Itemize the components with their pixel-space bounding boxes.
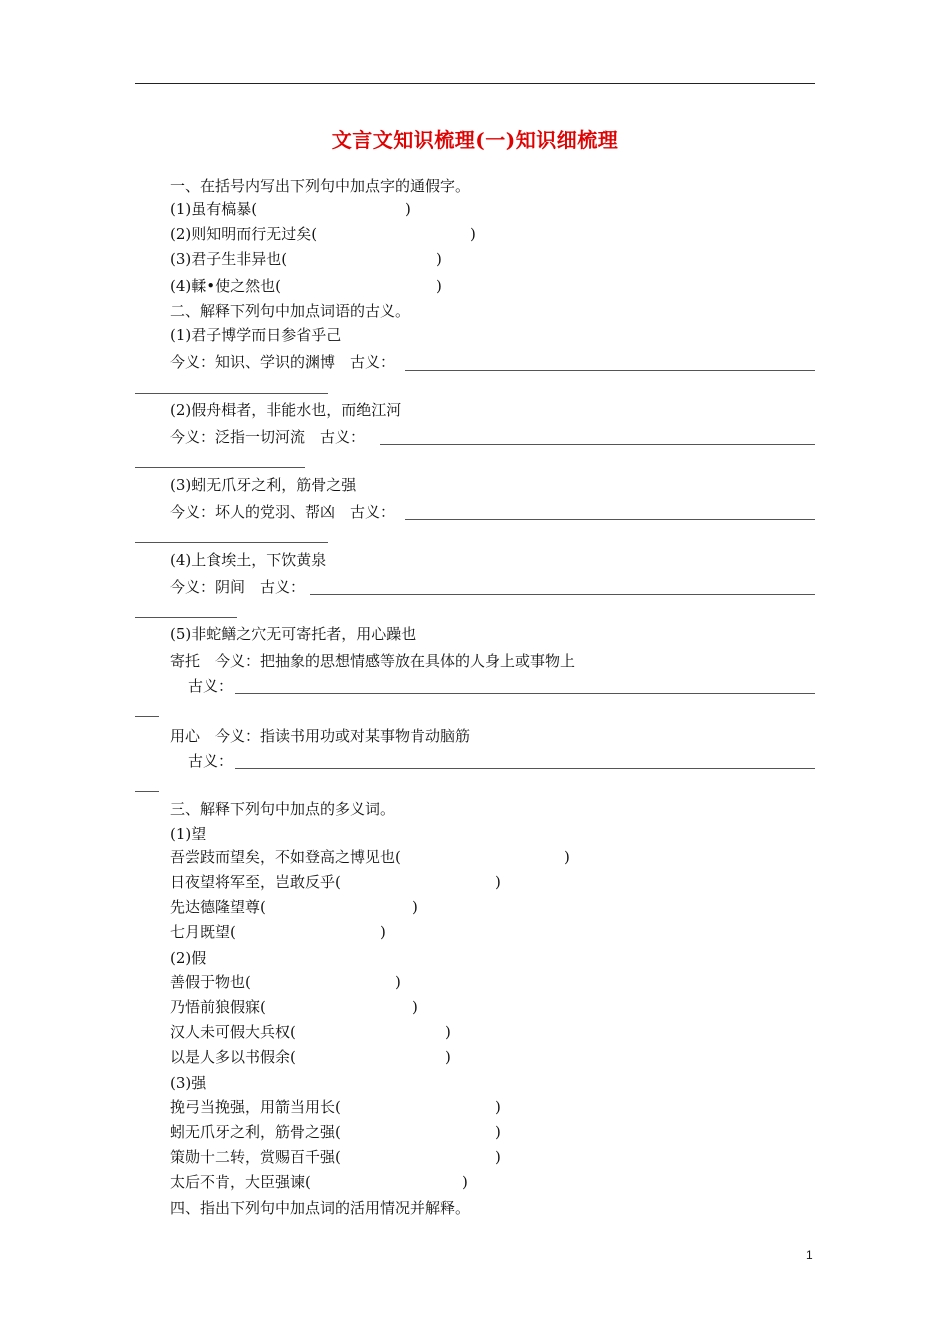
answer-line — [135, 467, 305, 468]
s3-qiang-1: 挽弓当挽强，用箭当用长( ) — [170, 1098, 501, 1116]
s2-q2: (2)假舟楫者，非能水也，而绝江河 — [170, 401, 402, 419]
s2-q5-yongxin: 用心 今义：指读书用功或对某事物肯动脑筋 — [170, 727, 471, 745]
s3-jia-heading: (2)假 — [170, 949, 207, 967]
s2-q5-jituo-guyi: 古义： — [188, 677, 234, 695]
s3-wang-heading: (1)望 — [170, 825, 207, 843]
s2-q1: (1)君子博学而日参省乎己 — [170, 326, 342, 344]
answer-line — [235, 768, 815, 769]
s2-q5-jituo: 寄托 今义：把抽象的思想情感等放在具体的人身上或事物上 — [170, 652, 576, 670]
s1-item-1: (1)虽有槁暴( ) — [170, 200, 411, 218]
s3-wang-1: 吾尝跂而望矣，不如登高之博见也( ) — [170, 848, 570, 866]
answer-line — [135, 716, 159, 717]
s3-jia-4: 以是人多以书假余( ) — [170, 1048, 451, 1066]
s2-q1-meaning: 今义：知识、学识的渊博 古义： — [170, 353, 396, 371]
section-4-heading: 四、指出下列句中加点词的活用情况并解释。 — [170, 1199, 471, 1217]
header-rule — [135, 83, 815, 84]
s2-q5: (5)非蛇鳝之穴无可寄托者，用心躁也 — [170, 625, 417, 643]
section-2-heading: 二、解释下列句中加点词语的古义。 — [170, 302, 411, 320]
s3-wang-2: 日夜望将军至，岂敢反乎( ) — [170, 873, 501, 891]
answer-line — [135, 393, 328, 394]
s3-qiang-4: 太后不肯，大臣强谏( ) — [170, 1173, 468, 1191]
answer-line — [380, 444, 815, 445]
s2-q4-meaning: 今义：阴间 古义： — [170, 578, 306, 596]
s3-qiang-2: 蚓无爪牙之利，筋骨之强( ) — [170, 1123, 501, 1141]
s1-item-2: (2)则知明而行无过矣( ) — [170, 225, 476, 243]
s3-wang-3: 先达德隆望尊( ) — [170, 898, 418, 916]
s3-wang-4: 七月既望( ) — [170, 923, 386, 941]
s3-jia-3: 汉人未可假大兵权( ) — [170, 1023, 451, 1041]
s3-qiang-3: 策勋十二转，赏赐百千强( ) — [170, 1148, 501, 1166]
s3-jia-2: 乃悟前狼假寐( ) — [170, 998, 418, 1016]
answer-line — [405, 370, 815, 371]
s3-qiang-heading: (3)强 — [170, 1074, 207, 1092]
answer-line — [235, 693, 815, 694]
s2-q4: (4)上食埃土，下饮黄泉 — [170, 551, 327, 569]
answer-line — [310, 594, 815, 595]
s2-q2-meaning: 今义：泛指一切河流 古义： — [170, 428, 366, 446]
s2-q3: (3)蚓无爪牙之利，筋骨之强 — [170, 476, 357, 494]
answer-line — [405, 519, 815, 520]
s1-item-4: (4)輮•使之然也( ) — [170, 277, 442, 295]
section-1-heading: 一、在括号内写出下列句中加点字的通假字。 — [170, 177, 471, 195]
s2-q3-meaning: 今义：坏人的党羽、帮凶 古义： — [170, 503, 396, 521]
answer-line — [135, 542, 328, 543]
s1-item-3: (3)君子生非异也( ) — [170, 250, 442, 268]
answer-line — [135, 617, 237, 618]
page-number: 1 — [806, 1248, 813, 1262]
section-3-heading: 三、解释下列句中加点的多义词。 — [170, 800, 396, 818]
s3-jia-1: 善假于物也( ) — [170, 973, 401, 991]
answer-line — [135, 791, 159, 792]
page-title: 文言文知识梳理(一)知识细梳理 — [331, 128, 619, 152]
s2-q5-yongxin-guyi: 古义： — [188, 752, 234, 770]
